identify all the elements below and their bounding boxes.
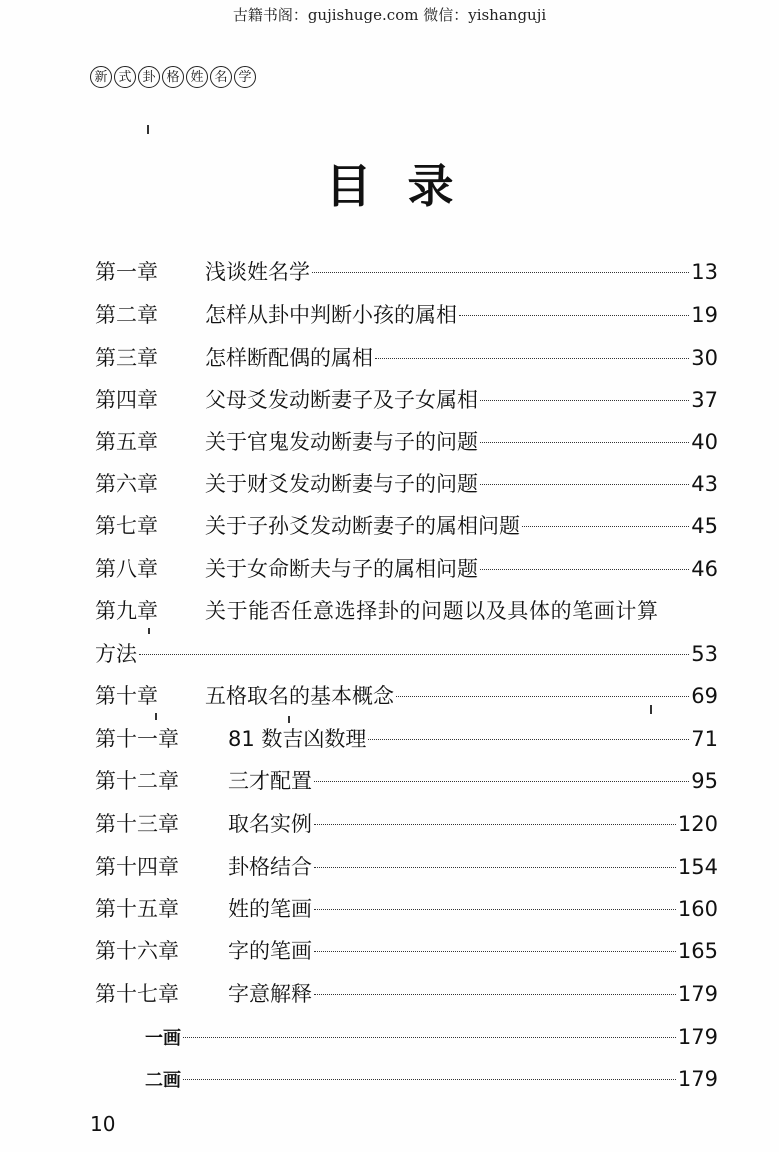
- chapter-title: 三才配置: [228, 769, 312, 793]
- toc-entry[interactable]: [0, 679, 779, 713]
- chapter-number: 第三章: [95, 346, 158, 370]
- toc-entry[interactable]: [0, 892, 779, 926]
- chapter-page: 45: [691, 514, 718, 538]
- dot-leader: [139, 654, 689, 655]
- toc-entry[interactable]: [0, 977, 779, 1011]
- header-char: 学: [234, 66, 256, 88]
- chapter-number: 第四章: [95, 388, 158, 412]
- header-char: 新: [90, 66, 112, 88]
- header-char: 式: [114, 66, 136, 88]
- chapter-page: 69: [691, 684, 718, 708]
- chapter-title: 浅谈姓名学: [205, 260, 310, 284]
- dot-leader: [480, 400, 689, 401]
- chapter-title: 字的笔画: [228, 939, 312, 963]
- toc-sub-entry[interactable]: [0, 1062, 779, 1096]
- chapter-page: 40: [691, 430, 718, 454]
- chapter-number: 第六章: [95, 472, 158, 496]
- chapter-page: 154: [677, 855, 718, 879]
- chapter-number: 第十五章: [95, 897, 179, 921]
- chapter-title: 关于官鬼发动断妻与子的问题: [205, 430, 478, 454]
- running-header: [90, 66, 256, 88]
- sub-entry-page: 179: [677, 1067, 718, 1091]
- dot-leader: [314, 909, 676, 910]
- chapter-title: 字意解释: [228, 982, 312, 1006]
- chapter-title: 关于财爻发动断妻与子的问题: [205, 472, 478, 496]
- page-title: 目录: [325, 159, 490, 213]
- sub-entry-title: 一画: [145, 1028, 181, 1049]
- dot-leader: [183, 1079, 676, 1080]
- toc-entry[interactable]: [0, 594, 779, 628]
- chapter-number: 第十四章: [95, 855, 179, 879]
- chapter-page: 53: [691, 642, 718, 666]
- chapter-title-continued: 方法: [95, 642, 137, 666]
- toc-sub-entry[interactable]: [0, 1020, 779, 1054]
- sub-entry-page: 179: [677, 1025, 718, 1049]
- dot-leader: [459, 315, 689, 316]
- scan-mark: [147, 125, 149, 134]
- toc-entry[interactable]: [0, 341, 779, 375]
- dot-leader: [312, 272, 689, 273]
- chapter-title: 取名实例: [228, 812, 312, 836]
- chapter-number: 第十章: [95, 684, 158, 708]
- scan-mark: [148, 628, 150, 634]
- chapter-number: 第八章: [95, 557, 158, 581]
- toc-entry[interactable]: [0, 764, 779, 798]
- chapter-title: 关于能否任意选择卦的问题以及具体的笔画计算: [205, 599, 659, 623]
- scan-mark: [650, 705, 652, 714]
- dot-leader: [183, 1037, 676, 1038]
- toc-entry[interactable]: [0, 807, 779, 841]
- dot-leader: [480, 442, 689, 443]
- chapter-title: 五格取名的基本概念: [205, 684, 394, 708]
- toc-entry[interactable]: [0, 509, 779, 543]
- toc-entry[interactable]: [0, 255, 779, 289]
- header-char: 姓: [186, 66, 208, 88]
- dot-leader: [314, 994, 676, 995]
- chapter-page: 46: [691, 557, 718, 581]
- chapter-page: 95: [691, 769, 718, 793]
- dot-leader: [314, 867, 676, 868]
- dot-leader: [480, 569, 689, 570]
- dot-leader: [522, 526, 689, 527]
- chapter-page: 120: [677, 812, 718, 836]
- toc-entry[interactable]: [0, 850, 779, 884]
- chapter-number: 第一章: [95, 260, 158, 284]
- header-char: 名: [210, 66, 232, 88]
- chapter-number: 第七章: [95, 514, 158, 538]
- scan-mark: [155, 713, 157, 720]
- dot-leader: [314, 951, 676, 952]
- chapter-page: 43: [691, 472, 718, 496]
- chapter-title: 卦格结合: [228, 855, 312, 879]
- watermark: 古籍书阁：gujishuge.com 微信：yishanguji: [232, 6, 547, 24]
- header-char: 卦: [138, 66, 160, 88]
- toc-entry-continuation[interactable]: [0, 637, 779, 671]
- page-number: 10: [90, 1112, 116, 1136]
- dot-leader: [314, 824, 676, 825]
- chapter-page: 37: [691, 388, 718, 412]
- chapter-title: 81 数吉凶数理: [228, 727, 367, 751]
- chapter-title: 父母爻发动断妻子及子女属相: [205, 388, 478, 412]
- chapter-number: 第九章: [95, 599, 158, 623]
- toc-entry[interactable]: [0, 467, 779, 501]
- chapter-page: 165: [677, 939, 718, 963]
- dot-leader: [314, 781, 689, 782]
- header-char: 格: [162, 66, 184, 88]
- chapter-number: 第二章: [95, 303, 158, 327]
- sub-entry-title: 二画: [145, 1070, 181, 1091]
- toc-entry[interactable]: [0, 298, 779, 332]
- dot-leader: [396, 696, 689, 697]
- chapter-number: 第十一章: [95, 727, 179, 751]
- dot-leader: [368, 739, 689, 740]
- toc-entry[interactable]: [0, 383, 779, 417]
- chapter-title: 关于子孙爻发动断妻子的属相问题: [205, 514, 520, 538]
- chapter-page: 19: [691, 303, 718, 327]
- dot-leader: [480, 484, 689, 485]
- chapter-title: 怎样断配偶的属相: [205, 346, 373, 370]
- chapter-title: 关于女命断夫与子的属相问题: [205, 557, 478, 581]
- chapter-number: 第十七章: [95, 982, 179, 1006]
- toc-entry[interactable]: [0, 934, 779, 968]
- chapter-page: 30: [691, 346, 718, 370]
- chapter-page: 13: [691, 260, 718, 284]
- dot-leader: [375, 358, 689, 359]
- chapter-title: 怎样从卦中判断小孩的属相: [205, 303, 457, 327]
- toc-entry[interactable]: [0, 552, 779, 586]
- toc-entry[interactable]: [0, 425, 779, 459]
- chapter-number: 第十三章: [95, 812, 179, 836]
- chapter-page: 71: [691, 727, 718, 751]
- chapter-number: 第五章: [95, 430, 158, 454]
- chapter-page: 160: [677, 897, 718, 921]
- chapter-title: 姓的笔画: [228, 897, 312, 921]
- chapter-page: 179: [677, 982, 718, 1006]
- chapter-number: 第十二章: [95, 769, 179, 793]
- toc-entry[interactable]: [0, 722, 779, 756]
- chapter-number: 第十六章: [95, 939, 179, 963]
